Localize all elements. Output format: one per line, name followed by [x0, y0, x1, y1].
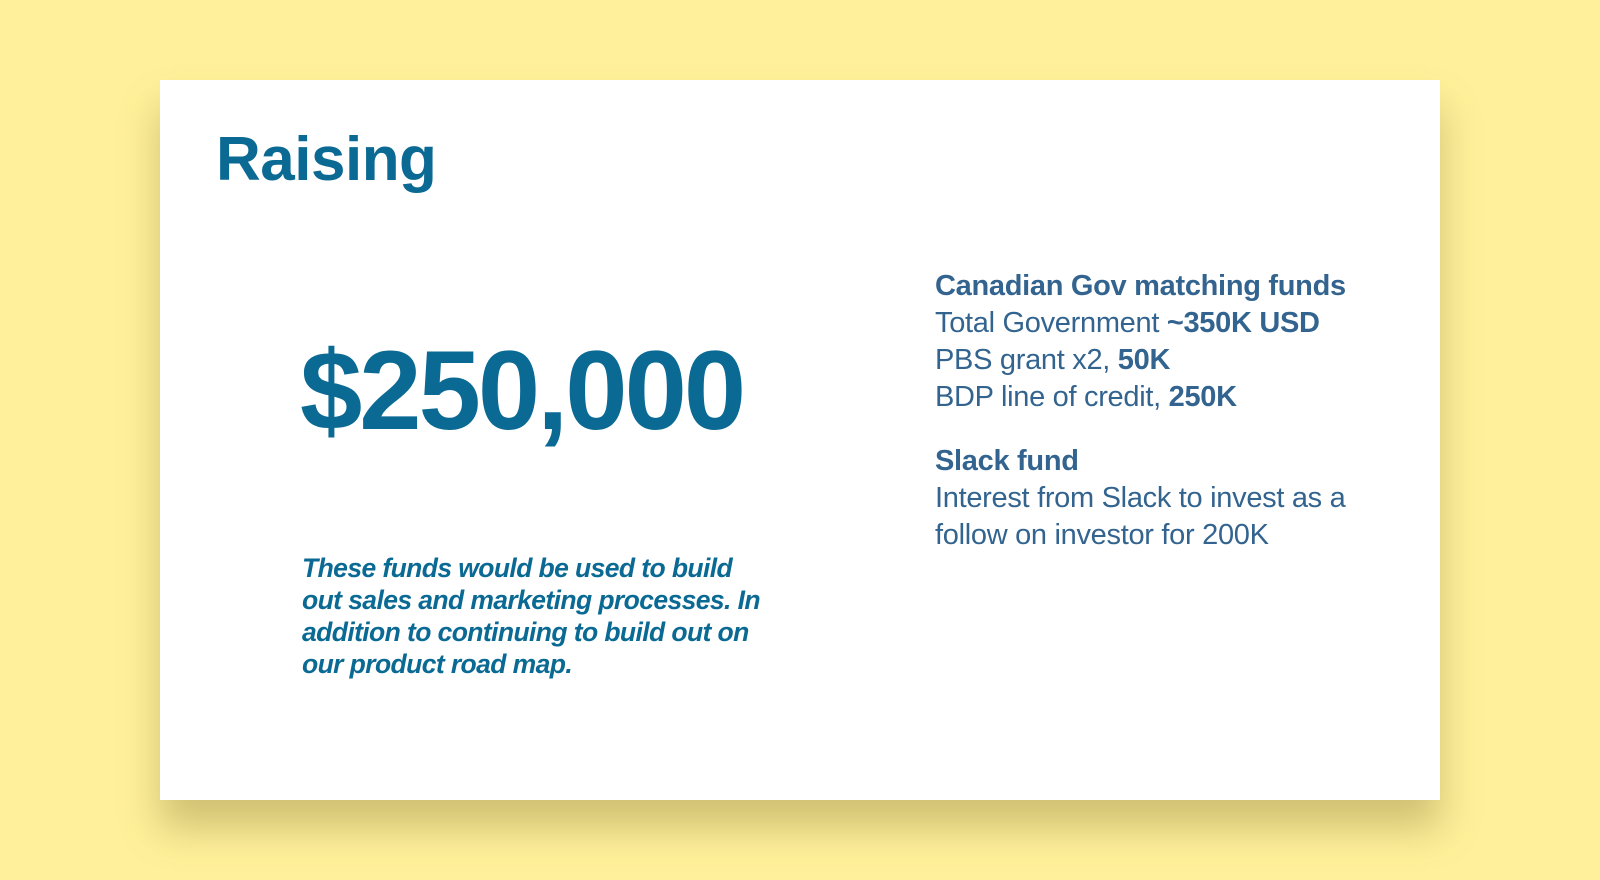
- bdp-credit-label: BDP line of credit,: [935, 381, 1169, 413]
- bdp-credit-value: 250K: [1168, 381, 1237, 413]
- funds-usage-note: These funds would be used to build out sales and marketing processes. In addition to continuing to build out on our product road map.: [302, 553, 760, 679]
- slide-card: [160, 80, 1440, 800]
- funding-sources: [935, 268, 1405, 554]
- pbs-grant-line: [935, 342, 1405, 379]
- raise-amount: $250,000: [300, 328, 744, 453]
- gov-funds-section: [935, 268, 1405, 416]
- bdp-credit-line: [935, 379, 1405, 416]
- slack-fund-line-1: Interest from Slack to invest as a: [935, 482, 1346, 514]
- slide-title: Raising: [216, 125, 437, 194]
- gov-total-value: ~350K USD: [1166, 307, 1320, 339]
- gov-total-line: [935, 305, 1405, 342]
- slack-fund-section: [935, 443, 1405, 554]
- pbs-grant-label: PBS grant x2,: [935, 344, 1118, 376]
- gov-total-label: Total Government: [935, 307, 1167, 339]
- gov-funds-heading: Canadian Gov matching funds: [935, 270, 1346, 302]
- slack-fund-heading: Slack fund: [935, 445, 1079, 477]
- pbs-grant-value: 50K: [1117, 344, 1171, 376]
- slack-fund-line-2: follow on investor for 200K: [935, 519, 1269, 551]
